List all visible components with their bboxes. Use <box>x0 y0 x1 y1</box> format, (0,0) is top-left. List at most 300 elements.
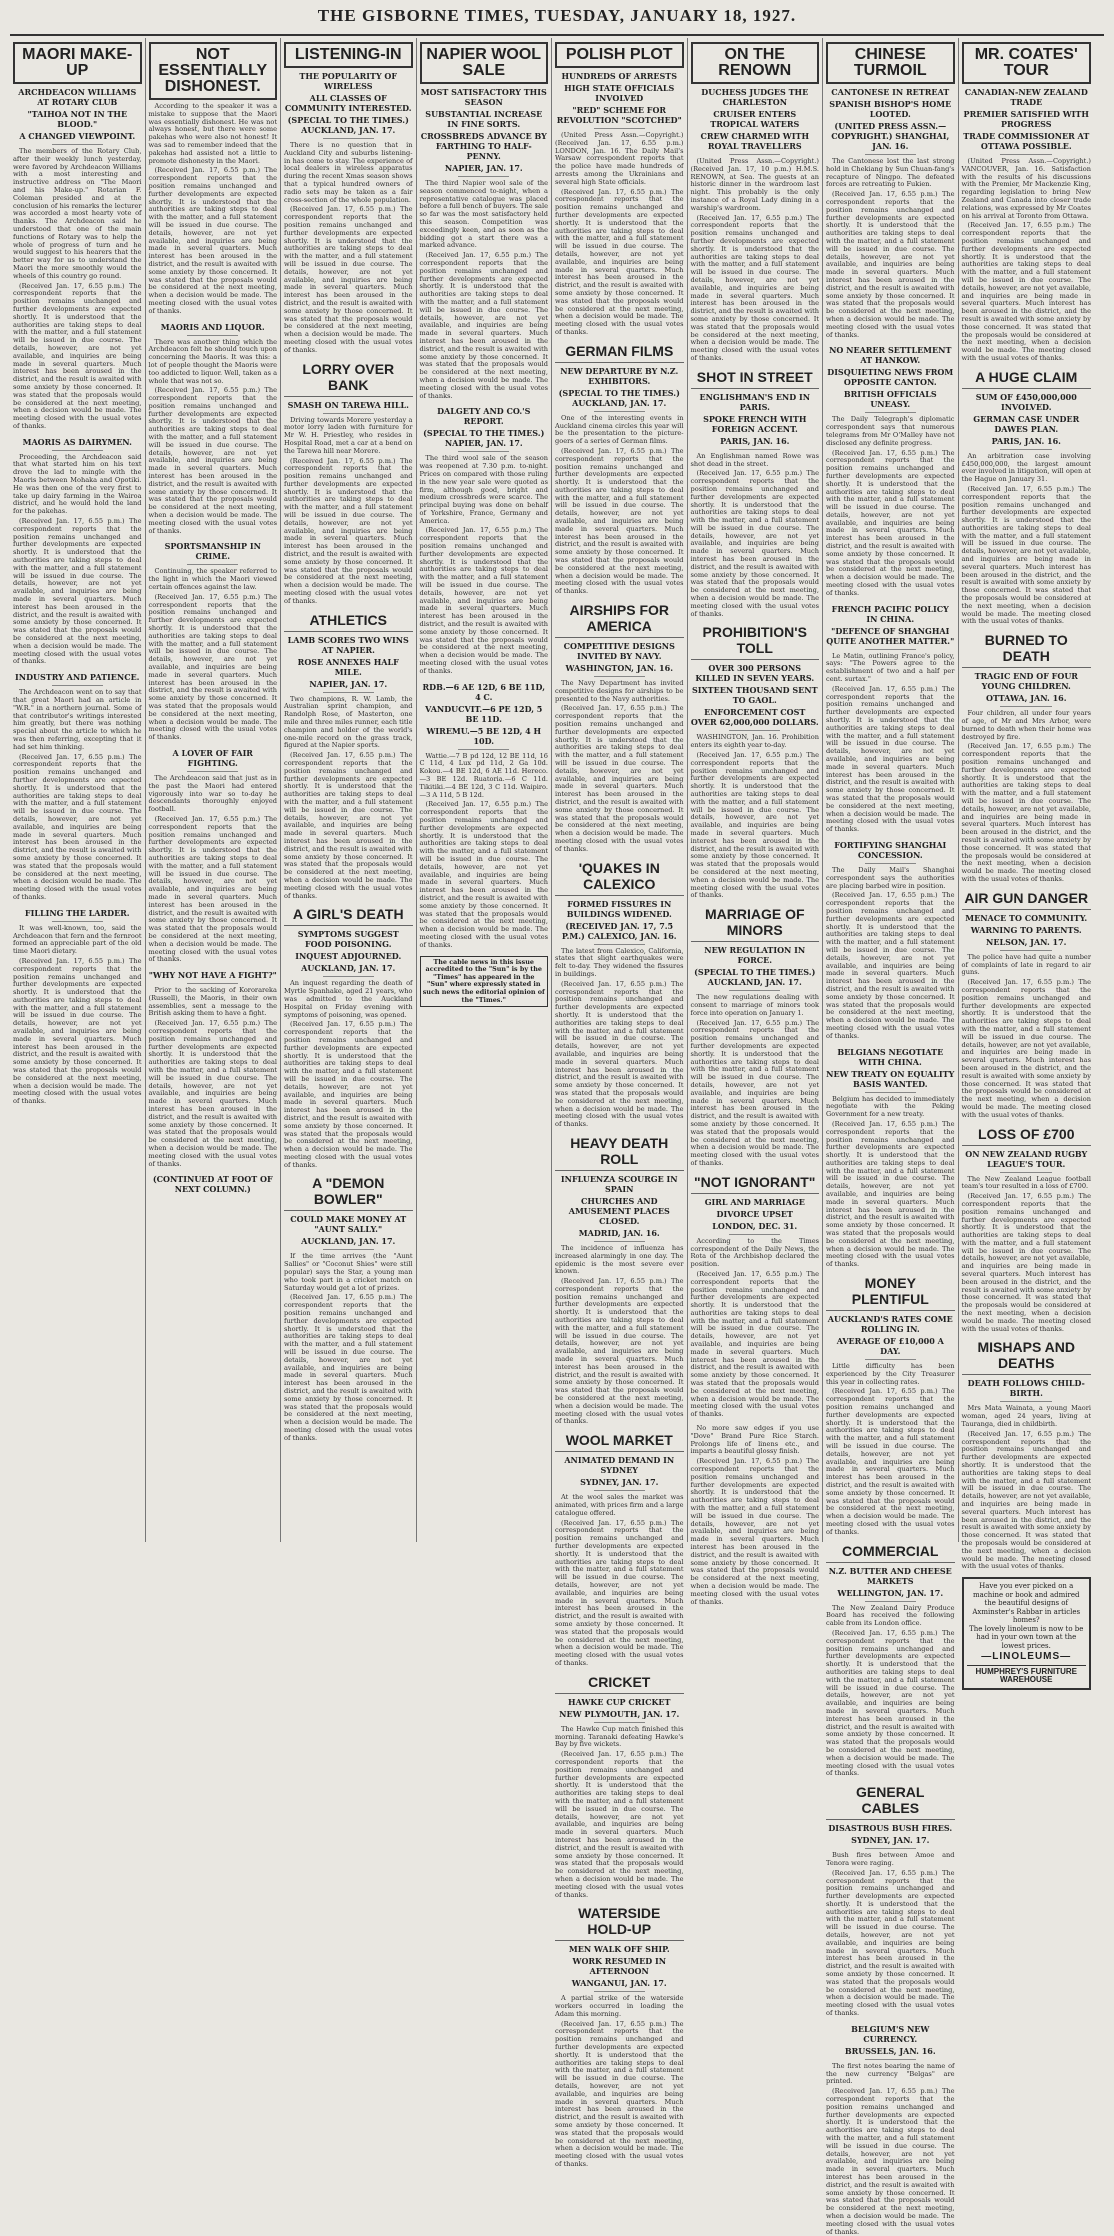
column-2 <box>146 38 282 1542</box>
article-continuation: (Received Jan. 17, 6.55 p.m.) The correspondent reports that the position remains unchanged and further developments are expected shortly. It is understood that the authorities are taking steps to deal with the matter, and a full statement will be issued in due course. The details, however, are not yet available, and inquiries are being made in several quarters. Much interest has been aroused in the district, and the result is awaited with some anxiety by those concerned. It was stated that the proposals would be considered at the next meeting, when a decision would be made. The meeting closed with the usual votes of thanks. <box>148 386 277 535</box>
article <box>555 42 684 337</box>
divider <box>594 411 645 412</box>
article-subhead: ENGLISHMAN'S END IN PARIS. <box>699 391 811 412</box>
article-continuation: (Received Jan. 17, 6.55 p.m.) The correspondent reports that the position remains unchanged and further developments are expected shortly. It is understood that the authorities are taking steps to deal with the matter, and a full statement will be issued in due course. The details, however, are not yet available, and inquiries are being made in several quarters. Much interest has been aroused in the district, and the result is awaited with some anxiety by those concerned. It was stated that the proposals would be considered at the next meeting, when a decision would be made. The meeting closed with the usual votes of thanks. <box>961 1429 1091 1571</box>
article-subhead: (SPECIAL TO THE TIMES.) AUCKLAND, JAN. 17. <box>287 115 409 135</box>
article-headline: ON THE RENOWN <box>691 42 820 84</box>
article-continuation: (Received Jan. 17, 6.55 p.m.) The correspondent reports that the position remains unchanged and further developments are expected shortly. It is understood that the authorities are taking steps to deal with the matter, and a full statement will be issued in due course. The details, however, are not yet available, and inquiries are being made in several quarters. Much interest has been aroused in the district, and the result is awaited with some anxiety by those concerned. It was stated that the proposals would be considered at the next meeting, when a decision would be made. The meeting closed with the usual votes of thanks. <box>826 448 955 597</box>
article-body: The Daily Mail's Shanghai correspondent says the authorities are placing barbed wire in position. (Received Jan. 17, 6.55 p.m.) The correspondent reports that the position remains unchanged and further developments are expected shortly. It is understood that the authorities are taking steps to deal with the matter, and a full statement will be issued in due course. The details, however, are not yet available, and inquiries are being made in several quarters. Much interest has been aroused in the district, and the result is awaited with some anxiety by those concerned. It was stated that the proposals would be considered at the next meeting, when a decision would be made. The meeting closed with the usual votes of thanks. <box>826 865 955 1040</box>
article-body: At the wool sales the market was animated, with prices firm and a large catalogue offered. (Received Jan. 17, 6.55 p.m.) The correspondent reports that the position remains unchanged and further developments are expected shortly. It is understood that the authorities are taking steps to deal with the matter, and a full statement will be issued in due course. The details, however, are not yet available, and inquiries are being made in several quarters. Much interest has been aroused in the district, and the result is awaited with some anxiety by those concerned. It was stated that the proposals would be considered at the next meeting, when a decision would be made. The meeting closed with the usual votes of thanks. <box>555 1493 684 1667</box>
article <box>962 632 1092 884</box>
article-continuation: (Received Jan. 17, 6.55 p.m.) The correspondent reports that the position remains unchanged and further developments are expected shortly. It is understood that the authorities are taking steps to deal with the matter, and a full statement will be issued in due course. The details, however, are not yet available, and inquiries are being made in several quarters. Much interest has been aroused in the district, and the result is awaited with some anxiety by those concerned. It was stated that the proposals would be considered at the next meeting, when a decision would be made. The meeting closed with the usual votes of thanks. <box>419 800 548 949</box>
article-subhead: MENACE TO COMMUNITY. <box>965 912 1088 923</box>
article-subhead: SIXTEEN THOUSAND SENT TO GAOL. <box>691 685 818 706</box>
divider <box>52 450 103 451</box>
column-8 <box>959 38 1095 1685</box>
article-body: The incidence of influenza has increased alarmingly in one day. The epidemic is the most severe ever known. (Received Jan. 17, 6.55 p.m.) The correspondent reports that the position remains unchanged and further developments are expected shortly. It is understood that the authorities are taking steps to deal with the matter, and a full statement will be issued in due course. The details, however, are not yet available, and inquiries are being made in several quarters. Much interest has been aroused in the district, and the result is awaited with some anxiety by those concerned. It was stated that the proposals would be considered at the next meeting, when a decision would be made. The meeting closed with the usual votes of thanks. <box>555 1243 684 1426</box>
article-continuation: (Received Jan. 17, 6.55 p.m.) The correspondent reports that the position remains unchanged and further developments are expected shortly. It is understood that the authorities are taking steps to deal with the matter, and a full statement will be issued in due course. The details, however, are not yet available, and inquiries are being made in several quarters. Much interest has been aroused in the district, and the result is awaited with some anxiety by those concerned. It was stated that the proposals would be considered at the next meeting, when a decision would be made. The meeting closed with the usual votes of thanks. <box>555 2019 684 2169</box>
article-subhead: FORTIFYING SHANGHAI CONCESSION. <box>834 839 947 860</box>
article-body: The new regulations dealing with consent to marriage of minors took force into operation on January 1. (Received Jan. 17, 6.55 p.m.) The correspondent reports that the position remains unchanged and further developments are expected shortly. It is understood that the authorities are taking steps to deal with the matter, and a full statement will be issued in due course. The details, however, are not yet available, and inquiries are being made in several quarters. Much interest has been aroused in the district, and the result is awaited with some anxiety by those concerned. It was stated that the proposals would be considered at the next meeting, when a decision would be made. The meeting closed with the usual votes of thanks. <box>690 993 819 1167</box>
article-subhead: SUM OF £450,000,000 INVOLVED. <box>975 391 1077 412</box>
article-body: Two champions, R. W. Lamb, the Australian sprint champion, and Randolph Rose, of Masterton, one mile and three miles runner, each title champion and holder of the world's one-mile record on the grass track, figured at the Napier sports. (Received Jan. 17, 6.55 p.m.) The correspondent reports that the position remains unchanged and further developments are expected shortly. It is understood that the authorities are taking steps to deal with the matter, and a full statement will be issued in due course. The details, however, are not yet available, and inquiries are being made in several quarters. Much interest has been aroused in the district, and the result is awaited with some anxiety by those concerned. It was stated that the proposals would be considered at the next meeting, when a decision would be made. The meeting closed with the usual votes of thanks. <box>284 694 413 900</box>
article-subhead: SPOKE FRENCH WITH FOREIGN ACCENT. <box>703 413 807 434</box>
article-continuation: (Received Jan. 17, 6.55 p.m.) The correspondent reports that the position remains unchanged and further developments are expected shortly. It is understood that the authorities are taking steps to deal with the matter, and a full statement will be issued in due course. The details, however, are not yet available, and inquiries are being made in several quarters. Much interest has been aroused in the district, and the result is awaited with some anxiety by those concerned. It was stated that the proposals would be considered at the next meeting, when a decision would be made. The meeting closed with the usual votes of thanks. <box>148 814 277 964</box>
article-body: It was well-known, too, said the Archdeacon that fern and the fernroot formed an appreciable part of the old time Maori dietary. (Received Jan. 17, 6.55 p.m.) The correspondent reports that the position remains unchanged and further developments are expected shortly. It is understood that the authorities are taking steps to deal with the matter, and a full statement will be issued in due course. The details, however, are not yet available, and inquiries are being made in several quarters. Much interest has been aroused in the district, and the result is awaited with some anxiety by those concerned. It was stated that the proposals would be considered at the next meeting, when a decision would be made. The meeting closed with the usual votes of thanks. <box>13 923 142 1106</box>
article <box>962 42 1092 363</box>
ad-text: The lovely linoleum is now to be had in your own town at the lowest prices. <box>969 1624 1084 1650</box>
ad-text: Have you ever picked on a machine or book and admired the beautiful designs of Axminster's Rabbar in articles homes? <box>972 1582 1081 1625</box>
divider <box>594 1722 645 1723</box>
article-subhead: DUCHESS JUDGES THE CHARLESTON <box>701 87 809 107</box>
article-body: A partial strike of the waterside workers occurred in loading the Adam this morning. (Received Jan. 17, 6.55 p.m.) The correspondent reports that the position remains unchanged and further developments are expected shortly. It is understood that the authorities are taking steps to deal with the matter, and a full statement will be issued in due course. The details, however, are not yet available, and inquiries are being made in several quarters. Much interest has been aroused in the district, and the result is awaited with some anxiety by those concerned. It was stated that the proposals would be considered at the next meeting, when a decision would be made. The meeting closed with the usual votes of thanks. <box>555 1994 684 2169</box>
article-continuation: (Received Jan. 17, 6.55 p.m.) The correspondent reports that the position remains unchanged and further developments are expected shortly. It is understood that the authorities are taking steps to deal with the matter, and a full statement will be issued in due course. The details, however, are not yet available, and inquiries are being made in several quarters. Much interest has been aroused in the district, and the result is awaited with some anxiety by those concerned. It was stated that the proposals would be considered at the next meeting, when a decision would be made. The meeting closed with the usual votes of thanks. <box>555 187 684 336</box>
article-headline: 'QUAKES IN CALEXICO <box>555 860 684 896</box>
article <box>420 406 549 675</box>
article-subhead: ENFORCEMENT COST OVER 62,000,000 DOLLARS. <box>690 707 819 728</box>
article <box>826 2024 955 2236</box>
article-subhead: WANGANUI, JAN. 17. <box>571 1978 667 1989</box>
divider <box>187 771 238 772</box>
column-1 <box>10 38 146 1542</box>
divider <box>865 1848 916 1849</box>
divider <box>594 1241 645 1242</box>
article-subhead: LONDON, DEC. 31. <box>712 1220 798 1231</box>
article-subhead: (SPECIAL TO THE TIMES.) AUCKLAND, JAN. 17. <box>558 387 680 408</box>
article-headline: A HUGE CLAIM <box>962 369 1092 389</box>
article-continuation: (Received Jan. 17, 6.55 p.m.) The correspondent reports that the position remains unchanged and further developments are expected shortly. It is understood that the authorities are taking steps to deal with the matter, and a full statement will be issued in due course. The details, however, are not yet available, and inquiries are being made in several quarters. Much interest has been aroused in the district, and the result is awaited with some anxiety by those concerned. It was stated that the proposals would be considered at the next meeting, when a decision would be made. The meeting closed with the usual votes of thanks. <box>961 221 1091 362</box>
divider <box>1000 1172 1052 1173</box>
article-subhead: DEATH FOLLOWS CHILD-BIRTH. <box>967 1378 1085 1399</box>
article-headline: AIRSHIPS FOR AMERICA <box>555 602 684 638</box>
article-body: According to the Times correspondent of the Daily News, the Rota of the Archbishop declared the position. (Received Jan. 17, 6.55 p.m.) The correspondent reports that the position remains unchanged and further developments are expected shortly. It is understood that the authorities are taking steps to deal with the matter, and a full statement will be issued in due course. The details, however, are not yet available, and inquiries are being made in several quarters. Much interest has been aroused in the district, and the result is awaited with some anxiety by those concerned. It was stated that the proposals would be considered at the next meeting, when a decision would be made. The meeting closed with the usual votes of thanks. <box>690 1236 819 1419</box>
article-subhead: "DEFENCE OF SHANGHAI QUITE ANOTHER MATTER." <box>826 625 955 646</box>
divider <box>729 154 780 155</box>
article-body: The Hawke Cup match finished this morning. Taranaki defeating Hawke's Bay by five wickets. (Received Jan. 17, 6.55 p.m.) The correspondent reports that the position remains unchanged and further developments are expected shortly. It is understood that the authorities are taking steps to deal with the matter, and a full statement will be issued in due course. The details, however, are not yet available, and inquiries are being made in several quarters. Much interest has been aroused in the district, and the result is awaited with some anxiety by those concerned. It was stated that the proposals would be considered at the next meeting, when a decision would be made. The meeting closed with the usual votes of thanks. <box>555 1724 684 1899</box>
divider <box>865 2059 916 2060</box>
divider <box>458 749 509 750</box>
article-continuation: (Received Jan. 17, 6.55 p.m.) The correspondent reports that the position remains unchanged and further developments are expected shortly. It is understood that the authorities are taking steps to deal with the matter, and a full statement will be issued in due course. The details, however, are not yet available, and inquiries are being made in several quarters. Much interest has been aroused in the district, and the result is awaited with some anxiety by those concerned. It was stated that the proposals would be considered at the next meeting, when a decision would be made. The meeting closed with the usual votes of thanks. <box>419 526 548 675</box>
article-subhead: SPANISH BISHOP'S HOME LOOTED. <box>829 99 952 119</box>
article-subhead: NEW DEPARTURE BY N.Z. EXHIBITORS. <box>560 365 679 386</box>
article-body: One of the interesting events in Auckland cinema circles this year will be the presentation to the picture-goers of a series of German films. (Received Jan. 17, 6.55 p.m.) The correspondent reports that the position remains unchanged and further developments are expected shortly. It is understood that the authorities are taking steps to deal with the matter, and a full statement will be issued in due course. The details, however, are not yet available, and inquiries are being made in several quarters. Much interest has been aroused in the district, and the result is awaited with some anxiety by those concerned. It was stated that the proposals would be considered at the next meeting, when a decision would be made. The meeting closed with the usual votes of thanks. <box>555 413 684 596</box>
article-subhead: ROSE ANNEXES HALF MILE. <box>297 656 399 677</box>
article-subhead: N.Z. BUTTER AND CHEESE MARKETS <box>828 1565 952 1586</box>
article-continuation: (Received Jan. 17, 6.55 p.m.) The correspondent reports that the position remains unchanged and further developments are expected shortly. It is understood that the authorities are taking steps to deal with the matter, and a full statement will be issued in due course. The details, however, are not yet available, and inquiries are being made in several quarters. Much interest has been aroused in the district, and the result is awaited with some anxiety by those concerned. It was stated that the proposals would be considered at the next meeting, when a decision would be made. The meeting closed with the usual votes of thanks. <box>555 1518 684 1667</box>
article-continuation: (Received Jan. 17, 6.55 p.m.) The correspondent reports that the position remains unchanged and further developments are expected shortly. It is understood that the authorities are taking steps to deal with the matter, and a full statement will be issued in due course. The details, however, are not yet available, and inquiries are being made in several quarters. Much interest has been aroused in the district, and the result is awaited with some anxiety by those concerned. It was stated that the proposals would be considered at the next meeting, when a decision would be made. The meeting closed with the usual votes of thanks. <box>555 1750 684 1899</box>
article-continuation: (Received Jan. 17, 6.55 p.m.) The correspondent reports that the position remains unchanged and further developments are expected shortly. It is understood that the authorities are taking steps to deal with the matter, and a full statement will be issued in due course. The details, however, are not yet available, and inquiries are being made in several quarters. Much interest has been aroused in the district, and the result is awaited with some anxiety by those concerned. It was stated that the proposals would be considered at the next meeting, when a decision would be made. The meeting closed with the usual votes of thanks. <box>555 704 684 853</box>
article-continuation: (Received Jan. 17, 6.55 p.m.) The correspondent reports that the position remains unchanged and further developments are expected shortly. It is understood that the authorities are taking steps to deal with the matter, and a full statement will be issued in due course. The details, however, are not yet available, and inquiries are being made in several quarters. Much interest has been aroused in the district, and the result is awaited with some anxiety by those concerned. It was stated that the proposals would be considered at the next meeting, when a decision would be made. The meeting closed with the usual votes of thanks. <box>284 751 413 900</box>
article-continuation: (Received Jan. 17, 6.55 p.m.) The correspondent reports that the position remains unchanged and further developments are expected shortly. It is understood that the authorities are taking steps to deal with the matter, and a full statement will be issued in due course. The details, however, are not yet available, and inquiries are being made in several quarters. Much interest has been aroused in the district, and the result is awaited with some anxiety by those concerned. It was stated that the proposals would be considered at the next meeting, when a decision would be made. The meeting closed with the usual votes of thanks. <box>826 684 955 834</box>
divider <box>594 1991 645 1992</box>
divider <box>594 676 645 677</box>
advertisement <box>962 1577 1092 1690</box>
article-headline: MR. COATES' TOUR <box>962 42 1092 84</box>
article-subhead: BRUSSELS, JAN. 16. <box>844 2045 936 2056</box>
divider <box>729 449 780 450</box>
article-subhead: CREW CHARMED WITH ROYAL TRAVELLERS <box>700 131 810 151</box>
article-subhead: DISASTROUS BUSH FIRES. <box>828 1823 953 1834</box>
article-body: There was another thing which the Archdeacon felt he should touch upon concerning the Maoris. It was this: a lot of people thought the Maoris were too addicted to liquor. Well, taken as a whole that was not so. (Received Jan. 17, 6.55 p.m.) The correspondent reports that the position remains unchanged and further developments are expected shortly. It is understood that the authorities are taking steps to deal with the matter, and a full statement will be issued in due course. The details, however, are not yet available, and inquiries are being made in several quarters. Much interest has been aroused in the district, and the result is awaited with some anxiety by those concerned. It was stated that the proposals would be considered at the next meeting, when a decision would be made. The meeting closed with the usual votes of thanks. <box>148 337 277 535</box>
article-continuation: (Received Jan. 17, 6.55 p.m.) The correspondent reports that the position remains unchanged and further developments are expected shortly. It is understood that the authorities are taking steps to deal with the matter, and a full statement will be issued in due course. The details, however, are not yet available, and inquiries are being made in several quarters. Much interest has been aroused in the district, and the result is awaited with some anxiety by those concerned. It was stated that the proposals would be considered at the next meeting, when a decision would be made. The meeting closed with the usual votes of thanks. <box>690 1457 819 1606</box>
article-subhead: "WHY NOT HAVE A FIGHT?" <box>148 970 277 981</box>
masthead-rule <box>10 34 1104 36</box>
divider <box>187 335 238 336</box>
article-body: Prior to the sacking of Kororareka (Russell), the Maoris, in their own assemblies, sent a message to the British asking them to have a fight. (Received Jan. 17, 6.55 p.m.) The correspondent reports that the position remains unchanged and further developments are expected shortly. It is understood that the authorities are taking steps to deal with the matter, and a full statement will be issued in due course. The details, however, are not yet available, and inquiries are being made in several quarters. Much interest has been aroused in the district, and the result is awaited with some anxiety by those concerned. It was stated that the proposals would be considered at the next meeting, when a decision would be made. The meeting closed with the usual votes of thanks. <box>148 986 277 1168</box>
article-subhead: MADRID, JAN. 16. <box>578 1227 660 1238</box>
article <box>691 369 820 619</box>
article <box>826 1275 955 1537</box>
article-subhead: TRADE COMMISSIONER AT OTTAWA POSSIBLE. <box>963 131 1090 151</box>
article-headline: CHINESE TURMOIL <box>826 42 955 84</box>
divider <box>187 564 238 565</box>
article <box>826 1543 955 1779</box>
article-subhead: VANDUCVIT.—6 PE 12D, 5 BE 11D. <box>425 703 543 724</box>
article-body: (United Press Assn.—Copyright.) (Received Jan. 17, 6.55 p.m.) LONDON, Jan. 16. The Daily Mail's Warsaw correspondent reports that the police have made hundreds of arrests among the Ukrainians and several high State officials. (Received Jan. 17, 6.55 p.m.) The correspondent reports that the position remains unchanged and further developments are expected shortly. It is understood that the authorities are taking steps to deal with the matter, and a full statement will be issued in due course. The details, however, are not yet available, and inquiries are being made in several quarters. Much interest has been aroused in the district, and the result is awaited with some anxiety by those concerned. It was stated that the proposals would be considered at the next meeting, when a decision would be made. The meeting closed with the usual votes of thanks. <box>555 131 684 336</box>
article-subhead: BRITISH OFFICIALS UNEASY. <box>843 389 937 410</box>
article-subhead: NEW TREATY ON EQUALITY BASIS WANTED. <box>826 1068 955 1089</box>
article-subhead: A CHANGED VIEWPOINT. <box>19 131 136 141</box>
article-continuation: (Received Jan. 17, 6.55 p.m.) The correspondent reports that the position remains unchanged and further developments are expected shortly. It is understood that the authorities are taking steps to deal with the matter, and a full statement will be issued in due course. The details, however, are not yet available, and inquiries are being made in several quarters. Much interest has been aroused in the district, and the result is awaited with some anxiety by those concerned. It was stated that the proposals would be considered at the next meeting, when a decision would be made. The meeting closed with the usual votes of thanks. <box>284 456 413 605</box>
article-subhead: FILLING THE LARDER. <box>24 907 130 918</box>
article-headline: WOOL MARKET <box>555 1432 684 1452</box>
article-subhead: NAPIER, JAN. 17. <box>309 678 388 689</box>
article-body: Bush fires between Amoe and Tenora were raging. (Received Jan. 17, 6.55 p.m.) The correspondent reports that the position remains unchanged and further developments are expected shortly. It is understood that the authorities are taking steps to deal with the matter, and a full statement will be issued in due course. The details, however, are not yet available, and inquiries are being made in several quarters. Much interest has been aroused in the district, and the result is awaited with some anxiety by those concerned. It was stated that the proposals would be considered at the next meeting, when a decision would be made. The meeting closed with the usual votes of thanks. <box>826 1851 955 2018</box>
article-body: WASHINGTON, Jan. 16. Prohibition enters its eighth year to-day. (Received Jan. 17, 6.55 p.m.) The correspondent reports that the position remains unchanged and further developments are expected shortly. It is understood that the authorities are taking steps to deal with the matter, and a full statement will be issued in due course. The details, however, are not yet available, and inquiries are being made in several quarters. Much interest has been aroused in the district, and the result is awaited with some anxiety by those concerned. It was stated that the proposals would be considered at the next meeting, when a decision would be made. The meeting closed with the usual votes of thanks. <box>690 733 819 900</box>
article-continuation: (Received Jan. 17, 6.55 p.m.) The correspondent reports that the position remains unchanged and further developments are expected shortly. It is understood that the authorities are taking steps to deal with the matter, and a full statement will be issued in due course. The details, however, are not yet available, and inquiries are being made in several quarters. Much interest has been aroused in the district, and the result is awaited with some anxiety by those concerned. It was stated that the proposals would be considered at the next meeting, when a decision would be made. The meeting closed with the usual votes of thanks. <box>826 1387 955 1536</box>
article <box>420 42 549 400</box>
article-body: The latest from Calexico, California, states that slight earthquakes were felt to-day. They widened the fissures in buildings. (Received Jan. 17, 6.55 p.m.) The correspondent reports that the position remains unchanged and further developments are expected shortly. It is understood that the authorities are taking steps to deal with the matter, and a full statement will be issued in due course. The details, however, are not yet available, and inquiries are being made in several quarters. Much interest has been aroused in the district, and the result is awaited with some anxiety by those concerned. It was stated that the proposals would be considered at the next meeting, when a decision would be made. The meeting closed with the usual votes of thanks. <box>555 946 684 1129</box>
article-continuation: (Received Jan. 17, 6.55 p.m.) The correspondent reports that the position remains unchanged and further developments are expected shortly. It is understood that the authorities are taking steps to deal with the matter, and a full statement will be issued in due course. The details, however, are not yet available, and inquiries are being made in several quarters. Much interest has been aroused in the district, and the result is awaited with some anxiety by those concerned. It was stated that the proposals would be considered at the next meeting, when a decision would be made. The meeting closed with the usual votes of thanks. <box>961 1192 1091 1333</box>
article-subhead: HUNDREDS OF ARRESTS <box>561 71 678 81</box>
ad-title: —LINOLEUMS— <box>981 1651 1072 1663</box>
article-subhead: NEW PLYMOUTH, JAN. 17. <box>559 1708 680 1719</box>
article-subhead: PREMIER SATISFIED WITH PROGRESS <box>963 109 1089 129</box>
article-continuation: (Received Jan. 17, 6.55 p.m.) The correspondent reports that the position remains unchanged and further developments are expected shortly. It is understood that the authorities are taking steps to deal with the matter, and a full statement will be issued in due course. The details, however, are not yet available, and inquiries are being made in several quarters. Much interest has been aroused in the district, and the result is awaited with some anxiety by those concerned. It was stated that the proposals would be considered at the next meeting, when a decision would be made. The meeting closed with the usual votes of thanks. <box>148 166 277 315</box>
article-subhead: SYDNEY, JAN. 17. <box>851 1835 930 1846</box>
article-body: An Englishman named Rowe was shot dead in the street. (Received Jan. 17, 6.55 p.m.) The correspondent reports that the position remains unchanged and further developments are expected shortly. It is understood that the authorities are taking steps to deal with the matter, and a full statement will be issued in due course. The details, however, are not yet available, and inquiries are being made in several quarters. Much interest has been aroused in the district, and the result is awaited with some anxiety by those concerned. It was stated that the proposals would be considered at the next meeting, when a decision would be made. The meeting closed with the usual votes of thanks. <box>690 451 819 618</box>
article-subhead: BELGIANS NEGOTIATE WITH CHINA. <box>837 1046 944 1067</box>
article-headline: A "DEMON BOWLER" <box>284 1175 413 1211</box>
article-subhead: COULD MAKE MONEY AT "AUNT SALLY." <box>290 1214 407 1235</box>
article <box>284 612 413 901</box>
article <box>826 840 955 1041</box>
article-continuation: (Received Jan. 17, 6.55 p.m.) The correspondent reports that the position remains unchanged and further developments are expected shortly. It is understood that the authorities are taking steps to deal with the matter, and a full statement will be issued in due course. The details, however, are not yet available, and inquiries are being made in several quarters. Much interest has been aroused in the district, and the result is awaited with some anxiety by those concerned. It was stated that the proposals would be considered at the next meeting, when a decision would be made. The meeting closed with the usual votes of thanks. <box>961 742 1091 883</box>
article-body: Driving towards Morere yesterday a motor lorry laden with furniture for Mr W. H. Priestley, who resides in Hospital Road, met a car at a bend on the Tarewa hill near Morere. (Received Jan. 17, 6.55 p.m.) The correspondent reports that the position remains unchanged and further developments are expected shortly. It is understood that the authorities are taking steps to deal with the matter, and a full statement will be issued in due course. The details, however, are not yet available, and inquiries are being made in several quarters. Much interest has been aroused in the district, and the result is awaited with some anxiety by those concerned. It was stated that the proposals would be considered at the next meeting, when a decision would be made. The meeting closed with the usual votes of thanks. <box>284 415 413 605</box>
article-subhead: OTTAWA, JAN. 16. <box>986 693 1067 704</box>
divider <box>1000 1401 1052 1402</box>
article <box>284 42 413 355</box>
article-subhead: THE POPULARITY OF WIRELESS <box>299 71 398 91</box>
article-continuation: (Received Jan. 17, 6.55 p.m.) The correspondent reports that the position remains unchanged and further developments are expected shortly. It is understood that the authorities are taking steps to deal with the matter, and a full statement will be issued in due course. The details, however, are not yet available, and inquiries are being made in several quarters. Much interest has been aroused in the district, and the result is awaited with some anxiety by those concerned. It was stated that the proposals would be considered at the next meeting, when a decision would be made. The meeting closed with the usual votes of thanks. <box>13 517 142 666</box>
divider <box>1000 950 1052 951</box>
article-body: Mrs Mata Wainata, a young Maori woman, aged 24 years, living at Tauranga, died in childbirth. (Received Jan. 17, 6.55 p.m.) The correspondent reports that the position remains unchanged and further developments are expected shortly. It is understood that the authorities are taking steps to deal with the matter, and a full statement will be issued in due course. The details, however, are not yet available, and inquiries are being made in several quarters. Much interest has been aroused in the district, and the result is awaited with some anxiety by those concerned. It was stated that the proposals would be considered at the next meeting, when a decision would be made. The meeting closed with the usual votes of thanks. <box>961 1404 1091 1571</box>
article-subhead: ALL CLASSES OF COMMUNITY INTERESTED. <box>284 93 412 113</box>
divider <box>52 144 103 145</box>
divider <box>458 451 509 452</box>
article <box>420 682 549 950</box>
article-body: The Cantonese lost the last strong hold in Chekiang by Sun Chuan-fang's recapture of Ningpo. The defeated forces are retreating to Fukien. (Received Jan. 17, 6.55 p.m.) The correspondent reports that the position remains unchanged and further developments are expected shortly. It is understood that the authorities are taking steps to deal with the matter, and a full statement will be issued in due course. The details, however, are not yet available, and inquiries are being made in several quarters. Much interest has been aroused in the district, and the result is awaited with some anxiety by those concerned. It was stated that the proposals would be considered at the next meeting, when a decision would be made. The meeting closed with the usual votes of thanks. <box>826 157 955 339</box>
article-subhead: SUBSTANTIAL INCREASE IN FINE SORTS. <box>425 109 543 129</box>
article-headline: NOT ESSENTIALLY DISHONEST. <box>149 42 278 100</box>
article-continuation: (Received Jan. 17, 6.55 p.m.) The correspondent reports that the position remains unchanged and further developments are expected shortly. It is understood that the authorities are taking steps to deal with the matter, and a full statement will be issued in due course. The details, however, are not yet available, and inquiries are being made in several quarters. Much interest has been aroused in the district, and the result is awaited with some anxiety by those concerned. It was stated that the proposals would be considered at the next meeting, when a decision would be made. The meeting closed with the usual votes of thanks. <box>690 213 819 362</box>
article-subhead: INQUEST ADJOURNED. <box>295 951 402 962</box>
article <box>13 672 142 902</box>
article-body: No more saw edges if you use "Dove" Brand Pure Rice Starch. Prolongs life of linens etc., and imparts a beautiful glossy finish. (Received Jan. 17, 6.55 p.m.) The correspondent reports that the position remains unchanged and further developments are expected shortly. It is understood that the authorities are taking steps to deal with the matter, and a full statement will be issued in due course. The details, however, are not yet available, and inquiries are being made in several quarters. Much interest has been aroused in the district, and the result is awaited with some anxiety by those concerned. It was stated that the proposals would be considered at the next meeting, when a decision would be made. The meeting closed with the usual votes of thanks. <box>690 1424 819 1606</box>
divider <box>594 1490 645 1491</box>
article-subhead: TRAGIC END OF FOUR YOUNG CHILDREN. <box>974 671 1078 692</box>
article <box>962 890 1092 1120</box>
article-subhead: WORK RESUMED IN AFTERNOON <box>572 1956 667 1977</box>
article-body: An inquest regarding the death of Myrtle Spanhake, aged 21 years, who was admitted to the Auckland Hospital on Friday evening with symptoms of poisoning, was opened. (Received Jan. 17, 6.55 p.m.) The correspondent reports that the position remains unchanged and further developments are expected shortly. It is understood that the authorities are taking steps to deal with the matter, and a full statement will be issued in due course. The details, however, are not yet available, and inquiries are being made in several quarters. Much interest has been aroused in the district, and the result is awaited with some anxiety by those concerned. It was stated that the proposals would be considered at the next meeting, when a decision would be made. The meeting closed with the usual votes of thanks. <box>284 979 413 1169</box>
article-subhead: NEW REGULATION IN FORCE. <box>704 945 806 966</box>
article-subhead: LAMB SCORES TWO WINS AT NAPIER. <box>287 634 409 655</box>
article-continuation: (Received Jan. 17, 6.55 p.m.) The correspondent reports that the position remains unchanged and further developments are expected shortly. It is understood that the authorities are taking steps to deal with the matter, and a full statement will be issued in due course. The details, however, are not yet available, and inquiries are being made in several quarters. Much interest has been aroused in the district, and the result is awaited with some anxiety by those concerned. It was stated that the proposals would be considered at the next meeting, when a decision would be made. The meeting closed with the usual votes of thanks. <box>961 978 1091 1119</box>
article-headline: GENERAL CABLES <box>826 1784 955 1820</box>
article-headline: ATHLETICS <box>284 612 413 632</box>
article-subhead: BELGIUM'S NEW CURRENCY. <box>851 2023 930 2044</box>
article <box>284 361 413 606</box>
article-subhead: NO NEARER SETTLEMENT AT HANKOW. <box>829 345 952 366</box>
article-subhead: "RED" SCHEME FOR REVOLUTION "SCOTCHED" <box>556 105 682 125</box>
article-continuation: (Received Jan. 17, 6.55 p.m.) The correspondent reports that the position remains unchanged and further developments are expected shortly. It is understood that the authorities are taking steps to deal with the matter, and a full statement will be issued in due course. The details, however, are not yet available, and inquiries are being made in several quarters. Much interest has been aroused in the district, and the result is awaited with some anxiety by those concerned. It was stated that the proposals would be considered at the next meeting, when a decision would be made. The meeting closed with the usual votes of thanks. <box>284 1293 413 1442</box>
article-headline: LISTENING-IN <box>284 42 413 68</box>
article-subhead: FRENCH PACIFIC POLICY IN CHINA. <box>831 603 949 624</box>
divider <box>594 128 645 129</box>
article-subhead: GIRL AND MARRIAGE <box>704 1196 805 1207</box>
divider <box>323 413 374 414</box>
article-subhead: CHURCHES AND AMUSEMENT PLACES CLOSED. <box>568 1195 670 1226</box>
article-body: An arbitration case involving £450,000,000, the largest amount ever involved in litigation, will open at the Hague on January 31. (Received Jan. 17, 6.55 p.m.) The correspondent reports that the position remains unchanged and further developments are expected shortly. It is understood that the authorities are taking steps to deal with the matter, and a full statement will be issued in due course. The details, however, are not yet available, and inquiries are being made in several quarters. Much interest has been aroused in the district, and the result is awaited with some anxiety by those concerned. It was stated that the proposals would be considered at the next meeting, when a decision would be made. The meeting closed with the usual votes of thanks. <box>961 451 1091 626</box>
article-subhead: A LOVER OF FAIR FIGHTING. <box>172 747 253 768</box>
article-headline: PROHIBITION'S TOLL <box>691 624 820 660</box>
article-subhead: RDB.—6 AE 12D, 6 BE 11D, 4 C. <box>422 681 545 702</box>
article <box>555 1674 684 1900</box>
divider <box>1000 154 1052 155</box>
article-body: The Archdeacon went on to say that that great Maori had an article in "W.R." in a northern journal. Some of that contributor's writings interested him greatly, but there was nothing special about the article to which he was then referring, excepting that it had set him thinking. (Received Jan. 17, 6.55 p.m.) The correspondent reports that the position remains unchanged and further developments are expected shortly. It is understood that the authorities are taking steps to deal with the matter, and a full statement will be issued in due course. The details, however, are not yet available, and inquiries are being made in several quarters. Much interest has been aroused in the district, and the result is awaited with some anxiety by those concerned. It was stated that the proposals would be considered at the next meeting, when a decision would be made. The meeting closed with the usual votes of thanks. <box>13 688 142 901</box>
article <box>149 970 278 1168</box>
article-headline: COMMERCIAL <box>826 1543 955 1563</box>
divider <box>865 649 916 650</box>
article-subhead: DALGETY AND CO.'S REPORT. <box>437 406 531 427</box>
article-body: The Daily Telegraph's diplomatic correspondent says that numerous telegrams from Mr O'Malley have not disclosed any definite progress. (Received Jan. 17, 6.55 p.m.) The correspondent reports that the position remains unchanged and further developments are expected shortly. It is understood that the authorities are taking steps to deal with the matter, and a full statement will be issued in due course. The details, however, are not yet available, and inquiries are being made in several quarters. Much interest has been aroused in the district, and the result is awaited with some anxiety by those concerned. It was stated that the proposals would be considered at the next meeting, when a decision would be made. The meeting closed with the usual votes of thanks. <box>826 415 955 597</box>
article-body: Wattie.—7 B pd 12d, 12 BE 11d, 16 C 11d, 4 Lux pd 11d, 2 Ga 10d. Kokou.—4 BE 12d, 6 AE 11d. Hereco.—3 BE 12d. Ruatoria.—6 C 11d. Tikitiki.—4 BE 12d, 3 C 11d. Waipiro.—3 A 11d, 5 B 12d. (Received Jan. 17, 6.55 p.m.) The correspondent reports that the position remains unchanged and further developments are expected shortly. It is understood that the authorities are taking steps to deal with the matter, and a full statement will be issued in due course. The details, however, are not yet available, and inquiries are being made in several quarters. Much interest has been aroused in the district, and the result is awaited with some anxiety by those concerned. It was stated that the proposals would be considered at the next meeting, when a decision would be made. The meeting closed with the usual votes of thanks. <box>419 751 548 949</box>
article-headline: MARRIAGE OF MINORS <box>691 906 820 942</box>
article-continuation: (Received Jan. 17, 6.55 p.m.) The correspondent reports that the position remains unchanged and further developments are expected shortly. It is understood that the authorities are taking steps to deal with the matter, and a full statement will be issued in due course. The details, however, are not yet available, and inquiries are being made in several quarters. Much interest has been aroused in the district, and the result is awaited with some anxiety by those concerned. It was stated that the proposals would be considered at the next meeting, when a decision would be made. The meeting closed with the usual votes of thanks. <box>690 1018 819 1167</box>
article-continuation: (Received Jan. 17, 6.55 p.m.) The correspondent reports that the position remains unchanged and further developments are expected shortly. It is understood that the authorities are taking steps to deal with the matter, and a full statement will be issued in due course. The details, however, are not yet available, and inquiries are being made in several quarters. Much interest has been aroused in the district, and the result is awaited with some anxiety by those concerned. It was stated that the proposals would be considered at the next meeting, when a decision would be made. The meeting closed with the usual votes of thanks. <box>13 956 142 1106</box>
article <box>962 369 1092 627</box>
article-headline: CRICKET <box>555 1674 684 1694</box>
article <box>555 1905 684 2169</box>
article-subhead: WIREMU.—5 BE 12D, 4 H 10D. <box>426 725 542 746</box>
article-body: The Archdeacon said that just as in the past the Maori had entered vigorously into war so to-day he descendants thoroughly enjoyed football. (Received Jan. 17, 6.55 p.m.) The correspondent reports that the position remains unchanged and further developments are expected shortly. It is understood that the authorities are taking steps to deal with the matter, and a full statement will be issued in due course. The details, however, are not yet available, and inquiries are being made in several quarters. Much interest has been aroused in the district, and the result is awaited with some anxiety by those concerned. It was stated that the proposals would be considered at the next meeting, when a decision would be made. The meeting closed with the usual votes of thanks. <box>148 773 277 964</box>
editorial-note: The cable news in this issue accredited to the "Sun" is by the "Times" has appeared in the "Sun" where expressly stated in such news the editorial opinion of the "Times." <box>420 956 549 1008</box>
article-subhead: INFLUENZA SCOURGE IN SPAIN <box>560 1173 678 1194</box>
article-subhead: WASHINGTON, JAN. 16. <box>565 663 673 674</box>
divider <box>1000 449 1052 450</box>
divider <box>52 685 103 686</box>
article-continuation: (Received Jan. 17, 6.55 p.m.) The correspondent reports that the position remains unchanged and further developments are expected shortly. It is understood that the authorities are taking steps to deal with the matter, and a full statement will be issued in due course. The details, however, are not yet available, and inquiries are being made in several quarters. Much interest has been aroused in the district, and the result is awaited with some anxiety by those concerned. It was stated that the proposals would be considered at the next meeting, when a decision would be made. The meeting closed with the usual votes of thanks. <box>284 1020 413 1169</box>
article-continuation: (Received Jan. 17, 6.55 p.m.) The correspondent reports that the position remains unchanged and further developments are expected shortly. It is understood that the authorities are taking steps to deal with the matter, and a full statement will be issued in due course. The details, however, are not yet available, and inquiries are being made in several quarters. Much interest has been aroused in the district, and the result is awaited with some anxiety by those concerned. It was stated that the proposals would be considered at the next meeting, when a decision would be made. The meeting closed with the usual votes of thanks. <box>555 1277 684 1426</box>
article <box>691 42 820 363</box>
column-7 <box>823 38 959 2236</box>
divider <box>865 1601 916 1602</box>
article-continuation: (Received Jan. 17, 6.55 p.m.) The correspondent reports that the position remains unchanged and further developments are expected shortly. It is understood that the authorities are taking steps to deal with the matter, and a full statement will be issued in due course. The details, however, are not yet available, and inquiries are being made in several quarters. Much interest has been aroused in the district, and the result is awaited with some anxiety by those concerned. It was stated that the proposals would be considered at the next meeting, when a decision would be made. The meeting closed with the usual votes of thanks. <box>826 1119 955 1269</box>
article-subhead: SPORTSMANSHIP IN CRIME. <box>164 541 261 562</box>
article-continuation: (Received Jan. 17, 6.55 p.m.) The correspondent reports that the position remains unchanged and further developments are expected shortly. It is understood that the authorities are taking steps to deal with the matter, and a full statement will be issued in due course. The details, however, are not yet available, and inquiries are being made in several quarters. Much interest has been aroused in the district, and the result is awaited with some anxiety by those concerned. It was stated that the proposals would be considered at the next meeting, when a decision would be made. The meeting closed with the usual votes of thanks. <box>555 979 684 1129</box>
article <box>149 748 278 964</box>
article-body: The New Zealand League football team's tour resulted in a loss of £700. (Received Jan. 17, 6.55 p.m.) The correspondent reports that the position remains unchanged and further developments are expected shortly. It is understood that the authorities are taking steps to deal with the matter, and a full statement will be issued in due course. The details, however, are not yet available, and inquiries are being made in several quarters. Much interest has been aroused in the district, and the result is awaited with some anxiety by those concerned. It was stated that the proposals would be considered at the next meeting, when a decision would be made. The meeting closed with the usual votes of thanks. <box>961 1174 1091 1333</box>
article-subhead: NELSON, JAN. 17. <box>986 936 1067 947</box>
article-subhead: (SPECIAL TO THE TIMES.) AUCKLAND, JAN. 17. <box>694 967 816 988</box>
article-body: According to the speaker it was a mistake to suppose that the Maori was essentially dishonest. He was not always honest, but there were some pakehas who were also not honest! It was sad to remember indeed that the pakehas had assisted not a little to promote dishonesty in the Maori. (Received Jan. 17, 6.55 p.m.) The correspondent reports that the position remains unchanged and further developments are expected shortly. It is understood that the authorities are taking steps to deal with the matter, and a full statement will be issued in due course. The details, however, are not yet available, and inquiries are being made in several quarters. Much interest has been aroused in the district, and the result is awaited with some anxiety by those concerned. It was stated that the proposals would be considered at the next meeting, when a decision would be made. The meeting closed with the usual votes of thanks. <box>148 102 277 315</box>
column-3 <box>281 38 417 1542</box>
article-body: (United Press Assn.—Copyright.) (Received Jan. 17, 10 p.m.) H.M.S. RENOWN, at Sea. The guests at an historic dinner in the wardroom last night. This probably is the only instance of a Royal Lady dining in a warship's wardroom. (Received Jan. 17, 6.55 p.m.) The correspondent reports that the position remains unchanged and further developments are expected shortly. It is understood that the authorities are taking steps to deal with the matter, and a full statement will be issued in due course. The details, however, are not yet available, and inquiries are being made in several quarters. Much interest has been aroused in the district, and the result is awaited with some anxiety by those concerned. It was stated that the proposals would be considered at the next meeting, when a decision would be made. The meeting closed with the usual votes of thanks. <box>690 157 819 362</box>
column-4 <box>417 38 553 1542</box>
divider <box>865 1092 916 1093</box>
article-headline: NAPIER WOOL SALE <box>420 42 549 84</box>
article-continuation: (Received Jan. 17, 6.55 p.m.) The correspondent reports that the position remains unchanged and further developments are expected shortly. It is understood that the authorities are taking steps to deal with the matter, and a full statement will be issued in due course. The details, however, are not yet available, and inquiries are being made in several quarters. Much interest has been aroused in the district, and the result is awaited with some anxiety by those concerned. It was stated that the proposals would be considered at the next meeting, when a decision would be made. The meeting closed with the usual votes of thanks. <box>555 446 684 596</box>
divider <box>52 921 103 922</box>
divider <box>458 176 509 177</box>
article <box>149 42 278 316</box>
article-body: (United Press Assn.—Copyright.) VANCOUVER, Jan. 16. Satisfaction with the results of his discussions with the Premier, Mr Mackenzie King, regarding legislation to bring New Zealand and Canada into closer trade relations, was expressed by Mr Coates on his arrival at Toronto from Ottawa. (Received Jan. 17, 6.55 p.m.) The correspondent reports that the position remains unchanged and further developments are expected shortly. It is understood that the authorities are taking steps to deal with the matter, and a full statement will be issued in due course. The details, however, are not yet available, and inquiries are being made in several quarters. Much interest has been aroused in the district, and the result is awaited with some anxiety by those concerned. It was stated that the proposals would be considered at the next meeting, when a decision would be made. The meeting closed with the usual votes of thanks. <box>961 157 1092 362</box>
article-subhead: GERMAN CASE UNDER DAWES PLAN. <box>973 413 1080 434</box>
article-continuation: (Received Jan. 17, 6.55 p.m.) The correspondent reports that the position remains unchanged and further developments are expected shortly. It is understood that the authorities are taking steps to deal with the matter, and a full statement will be issued in due course. The details, however, are not yet available, and inquiries are being made in several quarters. Much interest has been aroused in the district, and the result is awaited with some anxiety by those concerned. It was stated that the proposals would be considered at the next meeting, when a decision would be made. The meeting closed with the usual votes of thanks. <box>826 891 955 1040</box>
article-subhead: CROSSBREDS ADVANCE BY FARTHING TO HALF-PENNY. <box>420 131 547 161</box>
article <box>149 541 278 742</box>
article <box>555 1432 684 1668</box>
article <box>284 1175 413 1442</box>
article-subhead: CRUISER ENTERS TROPICAL WATERS <box>710 109 800 129</box>
divider <box>865 863 916 864</box>
article-subhead: SMASH ON TAREWA HILL. <box>287 399 409 410</box>
columns <box>10 38 1110 2236</box>
article-headline: BURNED TO DEATH <box>962 632 1092 668</box>
article-body: Belgium has decided to immediately negotiate with the Peking Government for a new treaty. (Received Jan. 17, 6.55 p.m.) The correspondent reports that the position remains unchanged and further developments are expected shortly. It is understood that the authorities are taking steps to deal with the matter, and a full statement will be issued in due course. The details, however, are not yet available, and inquiries are being made in several quarters. Much interest has been aroused in the district, and the result is awaited with some anxiety by those concerned. It was stated that the proposals would be considered at the next meeting, when a decision would be made. The meeting closed with the usual votes of thanks. <box>826 1094 955 1269</box>
article <box>555 1135 684 1426</box>
article <box>555 343 684 596</box>
article-subhead: WELLINGTON, JAN. 17. <box>837 1587 944 1598</box>
divider <box>865 154 916 155</box>
article-subhead: CANADIAN-NEW ZEALAND TRADE <box>964 87 1088 107</box>
article <box>826 1047 955 1270</box>
article-subhead: AUCKLAND, JAN. 17. <box>301 1236 396 1247</box>
article <box>826 42 955 339</box>
article <box>149 322 278 536</box>
article-headline: SHOT IN STREET <box>691 369 820 389</box>
article-headline: LOSS OF £700 <box>962 1126 1092 1146</box>
article-body: Le Matin, outlining France's policy, says: "The Powers agree to the establishment of two and a half per cent. surtax." (Received Jan. 17, 6.55 p.m.) The correspondent reports that the position remains unchanged and further developments are expected shortly. It is understood that the authorities are taking steps to deal with the matter, and a full statement will be issued in due course. The details, however, are not yet available, and inquiries are being made in several quarters. Much interest has been aroused in the district, and the result is awaited with some anxiety by those concerned. It was stated that the proposals would be considered at the next meeting, when a decision would be made. The meeting closed with the usual votes of thanks. <box>826 651 955 834</box>
article-subhead: OVER 300 PERSONS KILLED IN SEVEN YEARS. <box>695 663 815 684</box>
article <box>555 602 684 854</box>
article-subhead: (UNITED PRESS ASSN.—COPYRIGHT.) SHANGHAI, JAN. 16. <box>831 121 950 151</box>
article-headline: "NOT IGNORANT" <box>691 1174 820 1194</box>
article-subhead: ANIMATED DEMAND IN SYDNEY <box>564 1455 675 1476</box>
ad-footer: HUMPHREY'S FURNITURE WAREHOUSE <box>967 1665 1087 1685</box>
article-subhead: "TAIHOA NOT IN THE BLOOD." <box>27 109 128 129</box>
article-subhead: MOST SATISFACTORY THIS SEASON <box>420 87 547 107</box>
article-subhead: AUCKLAND, JAN. 17. <box>301 963 396 974</box>
divider <box>323 976 374 977</box>
article-headline: MISHAPS AND DEATHS <box>962 1339 1092 1375</box>
article-continuation: (Received Jan. 17, 6.55 p.m.) The correspondent reports that the position remains unchanged and further developments are expected shortly. It is understood that the authorities are taking steps to deal with the matter, and a full statement will be issued in due course. The details, however, are not yet available, and inquiries are being made in several quarters. Much interest has been aroused in the district, and the result is awaited with some anxiety by those concerned. It was stated that the proposals would be considered at the next meeting, when a decision would be made. The meeting closed with the usual votes of thanks. <box>826 1868 955 2018</box>
article-continuation: (Received Jan. 17, 6.55 p.m.) The correspondent reports that the position remains unchanged and further developments are expected shortly. It is understood that the authorities are taking steps to deal with the matter, and a full statement will be issued in due course. The details, however, are not yet available, and inquiries are being made in several quarters. Much interest has been aroused in the district, and the result is awaited with some anxiety by those concerned. It was stated that the proposals would be considered at the next meeting, when a decision would be made. The meeting closed with the usual votes of thanks. <box>826 190 955 339</box>
article-subhead: PARIS, JAN. 16. <box>991 435 1061 446</box>
article <box>691 1425 820 1606</box>
article <box>826 1784 955 2018</box>
divider <box>1000 706 1052 707</box>
article-headline: LORRY OVER BANK <box>284 361 413 397</box>
article-subhead: SYMPTOMS SUGGEST FOOD POISONING. <box>297 929 399 950</box>
article-continuation: (Received Jan. 17, 6.55 p.m.) The correspondent reports that the position remains unchanged and further developments are expected shortly. It is understood that the authorities are taking steps to deal with the matter, and a full statement will be issued in due course. The details, however, are not yet available, and inquiries are being made in several quarters. Much interest has been aroused in the district, and the result is awaited with some anxiety by those concerned. It was stated that the proposals would be considered at the next meeting, when a decision would be made. The meeting closed with the usual votes of thanks. <box>961 484 1091 626</box>
divider <box>729 990 780 991</box>
article-continuation: (Received Jan. 17, 6.55 p.m.) The correspondent reports that the position remains unchanged and further developments are expected shortly. It is understood that the authorities are taking steps to deal with the matter, and a full statement will be issued in due course. The details, however, are not yet available, and inquiries are being made in several quarters. Much interest has been aroused in the district, and the result is awaited with some anxiety by those concerned. It was stated that the proposals would be considered at the next meeting, when a decision would be made. The meeting closed with the usual votes of thanks. <box>419 251 548 400</box>
article <box>691 906 820 1168</box>
article-subhead: ARCHDEACON WILLIAMS AT ROTARY CLUB <box>18 87 137 107</box>
article-subhead: NAPIER, JAN. 17. <box>444 163 523 173</box>
article-continuation: (Received Jan. 17, 6.55 p.m.) The correspondent reports that the position remains unchanged and further developments are expected shortly. It is understood that the authorities are taking steps to deal with the matter, and a full statement will be issued in due course. The details, however, are not yet available, and inquiries are being made in several quarters. Much interest has been aroused in the district, and the result is awaited with some anxiety by those concerned. It was stated that the proposals would be considered at the next meeting, when a decision would be made. The meeting closed with the usual votes of thanks. <box>690 469 819 618</box>
article-subhead: MAORIS AND LIQUOR. <box>160 321 265 332</box>
article-body: The New Zealand Dairy Produce Board has received the following cable from its London office. (Received Jan. 17, 6.55 p.m.) The correspondent reports that the position remains unchanged and further developments are expected shortly. It is understood that the authorities are taking steps to deal with the matter, and a full statement will be issued in due course. The details, however, are not yet available, and inquiries are being made in several quarters. Much interest has been aroused in the district, and the result is awaited with some anxiety by those concerned. It was stated that the proposals would be considered at the next meeting, when a decision would be made. The meeting closed with the usual votes of thanks. <box>826 1603 955 1778</box>
article-headline: MAORI MAKE-UP <box>13 42 142 84</box>
article-subhead: CANTONESE IN RETREAT <box>831 87 950 97</box>
masthead: THE GISBORNE TIMES, TUESDAY, JANUARY 18, 1927. <box>317 6 797 25</box>
article-subhead: FORMED FISSURES IN BUILDINGS WIDENED. <box>566 898 672 919</box>
article-subhead: MEN WALK OFF SHIP. <box>568 1944 670 1955</box>
article <box>691 624 820 900</box>
article <box>13 42 142 431</box>
column-6 <box>688 38 824 1606</box>
article-subhead: WARNING TO PARENTS. <box>970 924 1082 935</box>
article <box>962 1339 1092 1571</box>
article-subhead: COMPETITIVE DESIGNS INVITED BY NAVY. <box>563 641 675 662</box>
article <box>826 345 955 597</box>
article-subhead: DISQUIETING NEWS FROM OPPOSITE CANTON. <box>827 367 954 388</box>
article-body: The Navy Department has invited competitive designs for airships to be presented to the Navy authorities. (Received Jan. 17, 6.55 p.m.) The correspondent reports that the position remains unchanged and further developments are expected shortly. It is understood that the authorities are taking steps to deal with the matter, and a full statement will be issued in due course. The details, however, are not yet available, and inquiries are being made in several quarters. Much interest has been aroused in the district, and the result is awaited with some anxiety by those concerned. It was stated that the proposals would be considered at the next meeting, when a decision would be made. The meeting closed with the usual votes of thanks. <box>555 679 684 853</box>
article-headline: HEAVY DEATH ROLL <box>555 1135 684 1171</box>
article-headline: GERMAN FILMS <box>555 343 684 363</box>
article-headline: WATERSIDE HOLD-UP <box>555 1905 684 1941</box>
divider <box>323 692 374 693</box>
article-subhead: INDUSTRY AND PATIENCE. <box>15 672 140 683</box>
article-subhead: AUCKLAND'S RATES COME ROLLING IN. <box>827 1314 953 1335</box>
article <box>13 437 142 667</box>
article-body: The third Napier wool sale of the season commenced to-night, when a representative catalogue was placed before a full bench of buyers. The sale so far was the most satisfactory held this season. Competition was exceedingly keen, and as soon as the bidding got a start there was a marked advance. (Received Jan. 17, 6.55 p.m.) The correspondent reports that the position remains unchanged and further developments are expected shortly. It is understood that the authorities are taking steps to deal with the matter, and a full statement will be issued in due course. The details, however, are not yet available, and inquiries are being made in several quarters. Much interest has been aroused in the district, and the result is awaited with some anxiety by those concerned. It was stated that the proposals would be considered at the next meeting, when a decision would be made. The meeting closed with the usual votes of thanks. <box>419 179 548 400</box>
article <box>962 1126 1092 1334</box>
article-subhead: PARIS, JAN. 16. <box>720 435 790 446</box>
article-body: Four children, all under four years of age, of Mr and Mrs Arbor, were burned to death when their home was destroyed by fire. (Received Jan. 17, 6.55 p.m.) The correspondent reports that the position remains unchanged and further developments are expected shortly. It is understood that the authorities are taking steps to deal with the matter, and a full statement will be issued in due course. The details, however, are not yet available, and inquiries are being made in several quarters. Much interest has been aroused in the district, and the result is awaited with some anxiety by those concerned. It was stated that the proposals would be considered at the next meeting, when a decision would be made. The meeting closed with the usual votes of thanks. <box>961 709 1091 883</box>
divider <box>729 730 780 731</box>
article-body: The police have had quite a number of complaints of late in regard to air guns. (Received Jan. 17, 6.55 p.m.) The correspondent reports that the position remains unchanged and further developments are expected shortly. It is understood that the authorities are taking steps to deal with the matter, and a full statement will be issued in due course. The details, however, are not yet available, and inquiries are being made in several quarters. Much interest has been aroused in the district, and the result is awaited with some anxiety by those concerned. It was stated that the proposals would be considered at the next meeting, when a decision would be made. The meeting closed with the usual votes of thanks. <box>961 952 1091 1119</box>
article-subhead: (RECEIVED JAN. 17, 7.5 P.M.) CALEXICO, JAN. 16. <box>561 920 677 941</box>
column-footer: (CONTINUED AT FOOT OF NEXT COLUMN.) <box>152 1174 273 1195</box>
column-5 <box>552 38 688 2169</box>
article-headline: A GIRL'S DEATH <box>284 906 413 926</box>
article <box>691 1174 820 1419</box>
article-body: Little difficulty has been experienced by the City Treasurer this year in collecting rates. (Received Jan. 17, 6.55 p.m.) The correspondent reports that the position remains unchanged and further developments are expected shortly. It is understood that the authorities are taking steps to deal with the matter, and a full statement will be issued in due course. The details, however, are not yet available, and inquiries are being made in several quarters. Much interest has been aroused in the district, and the result is awaited with some anxiety by those concerned. It was stated that the proposals would be considered at the next meeting, when a decision would be made. The meeting closed with the usual votes of thanks. <box>826 1362 955 1536</box>
article-subhead: (SPECIAL TO THE TIMES.) NAPIER, JAN. 17. <box>423 428 545 449</box>
article <box>284 906 413 1169</box>
divider <box>187 983 238 984</box>
article-body: The first notes bearing the name of the new currency "Belgas" are printed. (Received Jan. 17, 6.55 p.m.) The correspondent reports that the position remains unchanged and further developments are expected shortly. It is understood that the authorities are taking steps to deal with the matter, and a full statement will be issued in due course. The details, however, are not yet available, and inquiries are being made in several quarters. Much interest has been aroused in the district, and the result is awaited with some anxiety by those concerned. It was stated that the proposals would be considered at the next meeting, when a decision would be made. The meeting closed with the usual votes of thanks. <box>826 2061 955 2236</box>
article-body: Proceeding, the Archdeacon said that what started him on his text drove the lad to mingle with the Maoris between Mohaka and Opotiki. He was then one of the very first to take up dairy farming in the Wairoa district, and he would hold the land for the pakehas. (Received Jan. 17, 6.55 p.m.) The correspondent reports that the position remains unchanged and further developments are expected shortly. It is understood that the authorities are taking steps to deal with the matter, and a full statement will be issued in due course. The details, however, are not yet available, and inquiries are being made in several quarters. Much interest has been aroused in the district, and the result is awaited with some anxiety by those concerned. It was stated that the proposals would be considered at the next meeting, when a decision would be made. The meeting closed with the usual votes of thanks. <box>13 452 142 666</box>
article-subhead: ON NEW ZEALAND RUGBY LEAGUE'S TOUR. <box>965 1148 1088 1169</box>
article-body: Continuing, the speaker referred to the light in which the Maori viewed certain offences against the law. (Received Jan. 17, 6.55 p.m.) The correspondent reports that the position remains unchanged and further developments are expected shortly. It is understood that the authorities are taking steps to deal with the matter, and a full statement will be issued in due course. The details, however, are not yet available, and inquiries are being made in several quarters. Much interest has been aroused in the district, and the result is awaited with some anxiety by those concerned. It was stated that the proposals would be considered at the next meeting, when a decision would be made. The meeting closed with the usual votes of thanks. <box>148 567 277 742</box>
article-subhead: HIGH STATE OFFICIALS INVOLVED <box>564 83 675 103</box>
article <box>826 604 955 834</box>
article-headline: AIR GUN DANGER <box>962 890 1092 910</box>
article-headline: MONEY PLENTIFUL <box>826 1275 955 1311</box>
